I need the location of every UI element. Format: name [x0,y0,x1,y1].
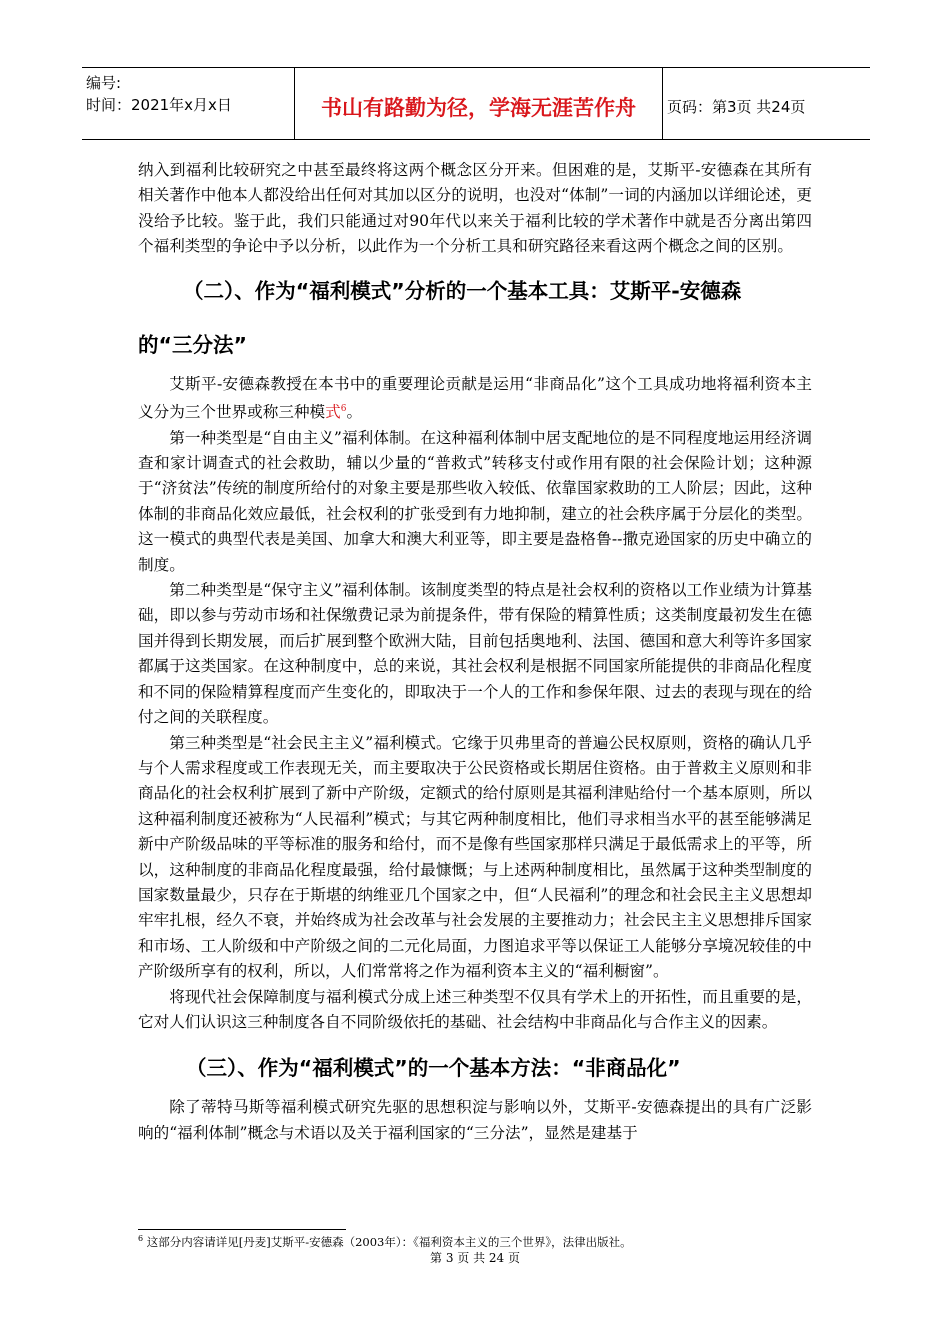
paragraph-1: 纳入到福利比较研究之中甚至最终将这两个概念区分开来。但困难的是，艾斯平-安德森在其所有相关著作中他本人都没给出任何对其加以区分的说明，也没对“体制”一词的内涵加以详细论述，更没给予比较。鉴于此，我们只能通过对90年代以来关于福利比较的学术著作中就是否分离出第四个福利类型的争论中予以分析，以此作为一个分析工具和研究路径来看这两个概念之间的区别。 [138,161,812,256]
section-heading-3: （三）、作为“福利模式”的一个基本方法：“非商品化” [186,1056,681,1081]
paragraph-2-text: 艾斯平-安德森教授在本书中的重要理论贡献是运用“非商品化”这个工具成功地将福利资本主义分为三个世界或称三种模 [138,374,812,422]
header-page-info: 页码：第3页 共24页 [667,98,806,116]
section-heading-2-line-2: 的“三分法” [138,332,247,357]
paragraph-2 [138,372,812,426]
document-body [138,158,812,1146]
header-motto: 书山有路勤为径，学海无涯苦作舟 [295,68,663,139]
paragraph-2-end: 。 [346,403,363,422]
page-footer: 第 3 页 共 24 页 [430,1251,520,1265]
footnote-mark: 6 [138,1234,144,1243]
header-meta [82,68,295,139]
page-header [82,67,870,140]
paragraph-4: 第二种类型是“保守主义”福利体制。该制度类型的特点是社会权利的资格以工作业绩为计算基础，即以参与劳动市场和社保缴费记录为前提条件，带有保险的精算性质；这类制度最初发生在德国并得到长期发展，而后扩展到整个欧洲大陆，目前包括奥地利、法国、德国和意大利等许多国家都属于这类国家。在这种制度中，总的来说，其社会权利是根据不同国家所能提供的非商品化程度和不同的保险精算程度而产生变化的，即取决于一个人的工作和参保年限、过去的表现与现在的给付之间的关联程度。 [138,581,812,727]
section-heading-2-line-1: （二）、作为“福利模式”分析的一个基本工具：艾斯平-安德森 [183,278,742,303]
footnote [138,1230,838,1251]
doc-number-label: 编号: [86,74,122,92]
paragraph-7: 除了蒂特马斯等福利模式研究先驱的思想积淀与影响以外，艾斯平-安德森提出的具有广泛影响的“福利体制”概念与术语以及关于福利国家的“三分法”，显然是建基于 [138,1098,812,1142]
doc-time-label: 时间：2021年x月x日 [86,96,232,114]
footnote-ref-6[interactable]: 6 [340,404,347,415]
footnote-ref-word: 式 [325,403,341,422]
paragraph-5: 第三种类型是“社会民主主义”福利模式。它缘于贝弗里奇的普遍公民权原则，资格的确认几乎与个人需求程度或工作表现无关，而主要取决于公民资格或长期居住资格。由于普救主义原则和非商品化的社会权利扩展到了新中产阶级，定额式的给付原则是其福利津贴给付一个基本原则，所以这种福利制度还被称为“人民福利”模式；与其它两种制度相比，他们寻求相当水平的甚至能够满足新中产阶级品味的平等标准的服务和给付，而不是像有些国家那样只满足于最低需求上的平等，所以，这种制度的非商品化程度最强，给付最慷慨；与上述两种制度相比，虽然属于这种类型制度的国家数量最少，只存在于斯堪的纳维亚几个国家之中，但“人民福利”的理念和社会民主主义思想却牢牢扎根，经久不衰，并始终成为社会改革与社会发展的主要推动力；社会民主主义思想排斥国家和市场、工人阶级和中产阶级之间的二元化局面，力图追求平等以保证工人能够分享境况较佳的中产阶级所享有的权利，所以，人们常常将之作为福利资本主义的“福利橱窗”。 [138,733,812,981]
paragraph-6: 将现代社会保障制度与福利模式分成上述三种类型不仅具有学术上的开拓性，而且重要的是，它对人们认识这三种制度各自不同阶级依托的基础、社会结构中非商品化与合作主义的因素。 [138,987,812,1031]
paragraph-3: 第一种类型是“自由主义”福利体制。在这种福利体制中居支配地位的是不同程度地运用经济调查和家计调查式的社会救助，辅以少量的“普救式”转移支付或作用有限的社会保险计划；这种源于“济贫法”传统的制度所给付的对象主要是那些收入较低、依靠国家救助的工人阶层；因此，这种体制的非商品化效应最低，社会权利的扩张受到有力地抑制，建立的社会秩序属于分层化的类型。这一模式的典型代表是美国、加拿大和澳大利亚等，即主要是盎格鲁--撒克逊国家的历史中确立的制度。 [138,428,812,574]
footnote-text: 这部分内容请详见[丹麦]艾斯平-安德森（2003年）：《福利资本主义的三个世界》，法律出版社。 [143,1234,632,1249]
